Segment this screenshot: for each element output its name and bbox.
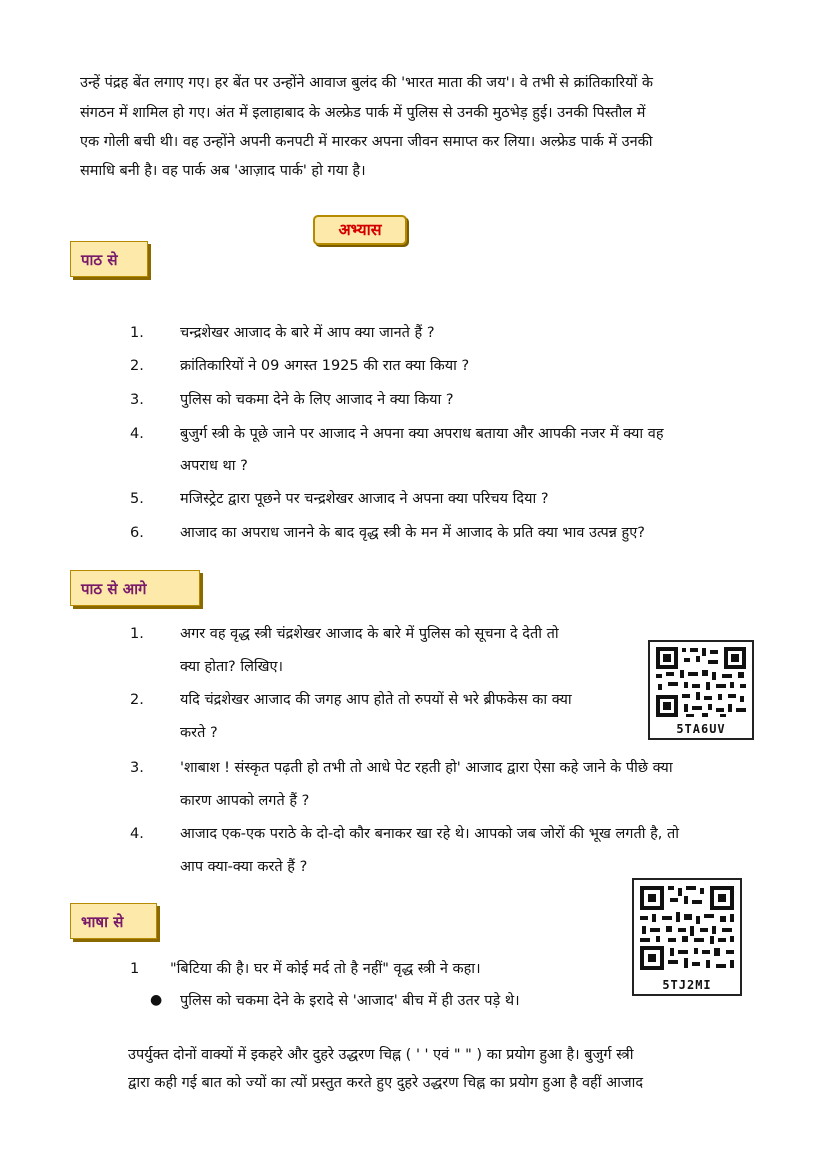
question-text: करते ? — [180, 725, 218, 741]
exercise-heading: अभ्यास — [313, 215, 407, 245]
question-number: 1. — [130, 325, 144, 341]
question-text: अगर वह वृद्ध स्त्री चंद्रशेखर आजाद के बारे में पुलिस को सूचना दे देती तो — [180, 626, 559, 642]
question-number: 3. — [130, 760, 144, 776]
bullet-item — [150, 985, 162, 1015]
question-text: आजाद एक-एक पराठे के दो-दो कौर बनाकर खा रहे थे। आपको जब जोरों की भूख लगती है, तो — [180, 826, 680, 842]
qr-code-label: 5TJ2MI — [662, 978, 712, 992]
closing-line: द्वारा कही गई बात को ज्यों का त्यों प्रस्तुत करते हुए दुहरे उद्धरण चिह्न का प्रयोग हुआ है वहीं आजाद — [128, 1075, 644, 1091]
intro-line: एक गोली बची थी। वह उन्होंने अपनी कनपटी में मारकर अपना जीवन समाप्त कर लिया। अल्फ्रेड पार्क में उनकी — [80, 134, 653, 150]
qr-pattern — [634, 880, 740, 976]
intro-line: उन्हें पंद्रह बेंत लगाए गए। हर बेंत पर उन्होंने आवाज बुलंद की 'भारत माता की जय'। वे तभी से क्रांतिकारियों के — [80, 75, 653, 91]
qr-code-label: 5TA6UV — [676, 722, 726, 736]
question-text: यदि चंद्रशेखर आजाद की जगह आप होते तो रुपयों से भरे ब्रीफकेस का क्या — [180, 692, 572, 708]
question-text: पुलिस को चकमा देने के लिए आजाद ने क्या किया ? — [180, 392, 454, 408]
qr-pattern — [650, 642, 752, 722]
question-text: 'शाबाश ! संस्कृत पढ़ती हो तभी तो आधे पेट रहती हो' आजाद द्वारा ऐसा कहे जाने के पीछे क्या — [180, 760, 673, 776]
question-number: 4. — [130, 826, 144, 842]
bullet-text: पुलिस को चकमा देने के इरादे से 'आजाद' बीच में ही उतर पड़े थे। — [180, 993, 520, 1009]
question-number: 6. — [130, 525, 144, 541]
question-number: 5. — [130, 491, 144, 507]
question-number: 4. — [130, 426, 144, 442]
question-text: आजाद का अपराध जानने के बाद वृद्ध स्त्री के मन में आजाद के प्रति क्या भाव उत्पन्न हुए? — [180, 525, 645, 541]
question-text: मजिस्ट्रेट द्वारा पूछने पर चन्द्रशेखर आजाद ने अपना क्या परिचय दिया ? — [180, 491, 549, 507]
question-number: 2. — [130, 358, 144, 374]
question-text: बुजुर्ग स्त्री के पूछे जाने पर आजाद ने अपना क्या अपराध बताया और आपकी नजर में क्या वह — [180, 426, 664, 442]
qr-code-image — [632, 878, 742, 996]
intro-line: समाधि बनी है। वह पार्क अब 'आज़ाद पार्क' हो गया है। — [80, 163, 366, 179]
question-number: 2. — [130, 692, 144, 708]
item-number: 1 — [130, 961, 140, 977]
bullet-icon: ● — [150, 992, 163, 1008]
item-text: "बिटिया की है। घर में कोई मर्द तो है नहीं" वृद्ध स्त्री ने कहा। — [170, 961, 481, 977]
question-text: क्रांतिकारियों ने 09 अगस्त 1925 की रात क्या किया ? — [180, 358, 470, 374]
question-text: आप क्या-क्या करते हैं ? — [180, 859, 308, 875]
question-number: 1. — [130, 626, 144, 642]
section-heading-bhasha-se: भाषा से — [70, 903, 157, 939]
question-number: 3. — [130, 392, 144, 408]
section-heading-path-se: पाठ से — [70, 241, 148, 277]
question-text: क्या होता? लिखिए। — [180, 659, 284, 675]
section-heading-path-se-aage: पाठ से आगे — [70, 570, 200, 606]
question-text: कारण आपको लगते हैं ? — [180, 793, 310, 809]
question-text: अपराध था ? — [180, 458, 248, 474]
closing-line: उपर्युक्त दोनों वाक्यों में इकहरे और दुहरे उद्धरण चिह्न ( ' ' एवं " " ) का प्रयोग हुआ है। बुजुर्ग स्त्री — [128, 1047, 634, 1063]
question-text: चन्द्रशेखर आजाद के बारे में आप क्या जानते हैं ? — [180, 325, 435, 341]
intro-line: संगठन में शामिल हो गए। अंत में इलाहाबाद के अल्फ्रेड पार्क में पुलिस से उनकी मुठभेड़ हुई। उनकी पिस्तौल में — [80, 105, 646, 121]
qr-code-image — [648, 640, 754, 740]
